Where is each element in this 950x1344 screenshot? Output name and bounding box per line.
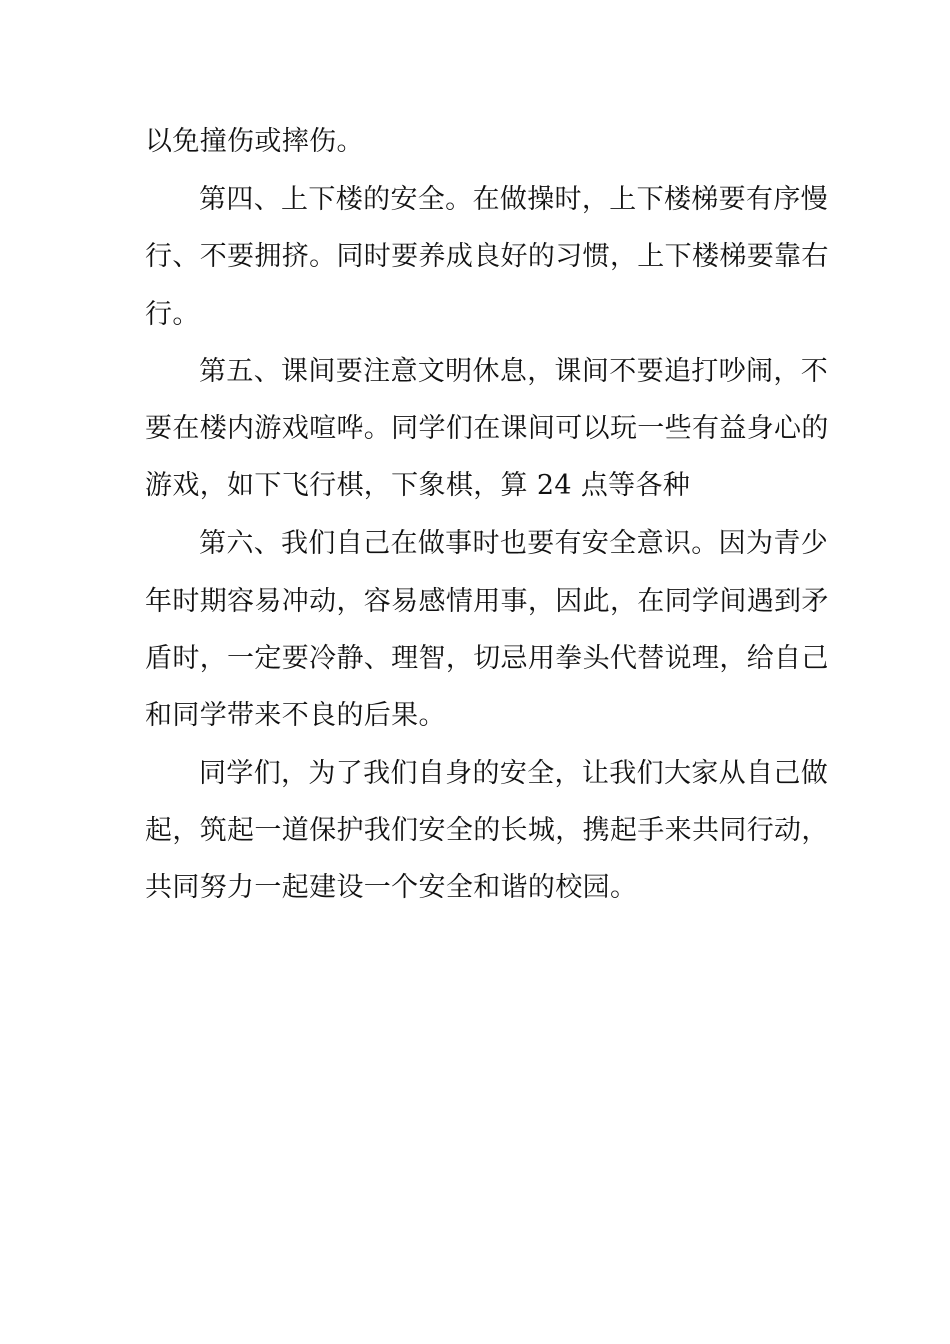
paragraph-3-line-2: 要在楼内游戏喧哗。同学们在课间可以玩一些有益身心的 [145,413,829,444]
paragraph-4-line-3: 盾时，一定要冷静、理智，切忌用拳头代替说理，给自己 [145,643,829,674]
paragraph-4-line-4: 和同学带来不良的后果。 [145,700,446,731]
paragraph-2-line-1: 第四、上下楼的安全。在做操时，上下楼梯要有序慢 [199,184,829,215]
paragraph-3-line-3: 游戏，如下飞行棋，下象棋，算 24 点等各种 [145,470,691,501]
paragraph-2-line-3: 行。 [145,299,200,330]
paragraph-4-line-1: 第六、我们自己在做事时也要有安全意识。因为青少 [199,528,829,559]
paragraph-4-line-2: 年时期容易冲动，容易感情用事，因此，在同学间遇到矛 [145,586,829,617]
paragraph-5-line-2: 起，筑起一道保护我们安全的长城，携起手来共同行动， [145,815,829,846]
paragraph-2-line-2: 行、不要拥挤。同时要养成良好的习惯，上下楼梯要靠右 [145,241,829,272]
paragraph-3-line-1: 第五、课间要注意文明休息，课间不要追打吵闹，不 [199,356,829,387]
paragraph-5-line-3: 共同努力一起建设一个安全和谐的校园。 [145,872,638,903]
paragraph-5-line-1: 同学们，为了我们自身的安全，让我们大家从自己做 [199,758,829,789]
paragraph-1-line-1: 以免撞伤或摔伤。 [145,126,364,157]
